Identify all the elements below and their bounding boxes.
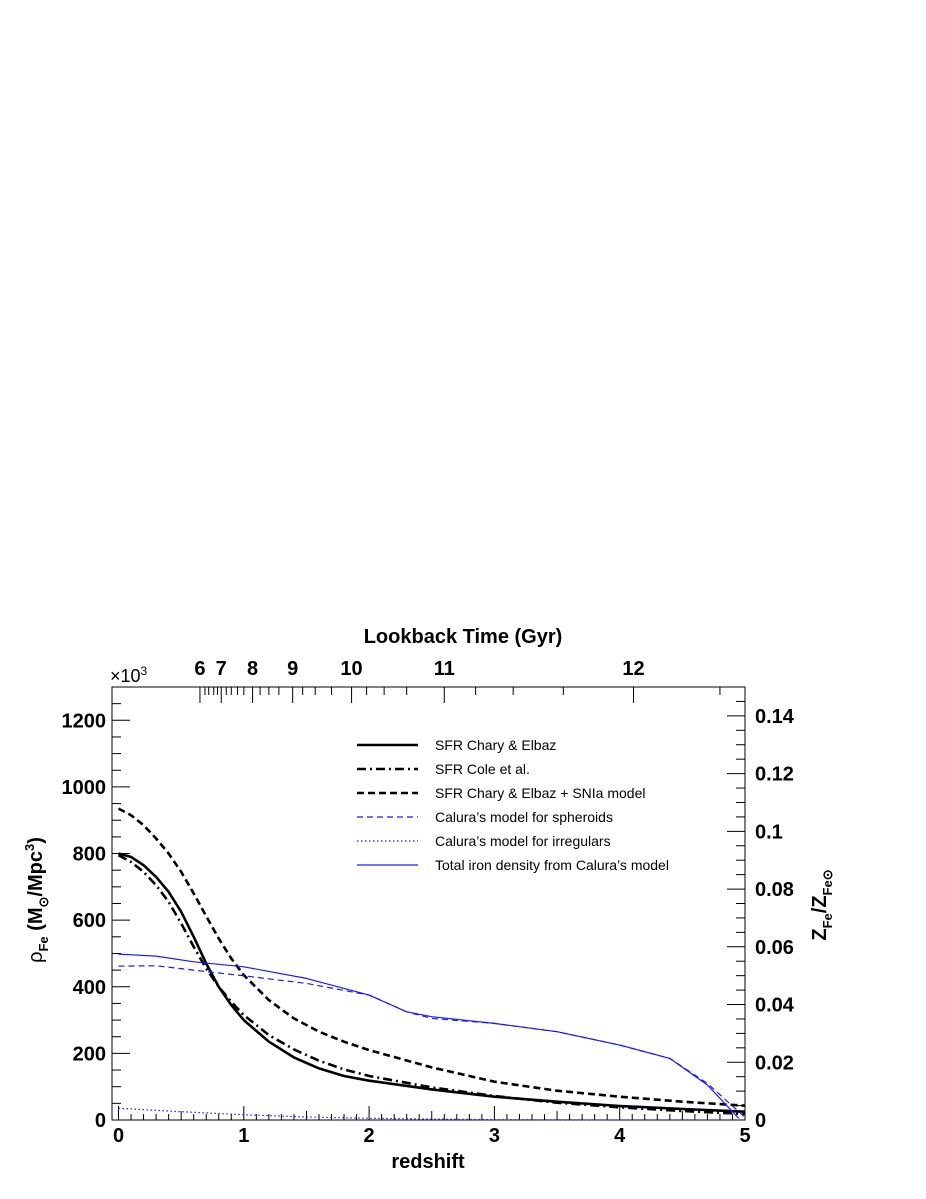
axis-tick-labels: [62, 658, 795, 1147]
multiplier-exponent: 3: [140, 664, 148, 678]
y-tick-label: 1200: [61, 710, 106, 733]
z-subscript: Fe: [820, 913, 835, 929]
multiplier-base: ×10: [110, 666, 141, 686]
x-tick-label: 0: [112, 1125, 125, 1147]
z-symbol: Z: [809, 928, 831, 941]
right-y-tick-label: 0.02: [755, 1052, 794, 1075]
series-line-2: [119, 809, 746, 1106]
y-tick-label: 0: [94, 1110, 106, 1132]
left-axis-title: [22, 837, 51, 963]
x-tick-label: 4: [614, 1125, 626, 1147]
x-tick-label: 2: [363, 1125, 375, 1147]
legend-label-5: Total iron density from Calura’s model: [435, 857, 669, 873]
series-line-3: [119, 966, 746, 1118]
plot-frame: [112, 687, 745, 1120]
top-tick-label: 9: [287, 658, 299, 680]
legend: [357, 737, 669, 873]
y-tick-label: 1000: [61, 776, 106, 799]
axis-ticks: [112, 687, 745, 1120]
x-tick-label: 1: [238, 1125, 250, 1147]
top-tick-label: 7: [215, 658, 227, 680]
paren-open: (M: [25, 907, 47, 937]
y-tick-label: 400: [72, 976, 106, 999]
x-tick-label: 3: [488, 1125, 500, 1147]
series-line-5: [119, 954, 739, 1118]
top-tick-label: 6: [194, 658, 206, 680]
right-y-tick-label: 0.14: [755, 705, 794, 728]
paren-close: ): [25, 837, 47, 844]
right-y-tick-label: 0: [755, 1110, 767, 1132]
right-y-tick-label: 0.08: [755, 879, 794, 902]
y-tick-label: 200: [72, 1043, 106, 1066]
right-y-tick-label: 0.06: [755, 936, 794, 959]
y-tick-label: 800: [72, 843, 106, 866]
right-y-tick-label: 0.04: [755, 994, 794, 1017]
mpc-superscript: 3: [22, 843, 37, 851]
top-tick-label: 10: [340, 658, 363, 680]
top-tick-label: 8: [247, 658, 259, 680]
rho-subscript: Fe: [36, 936, 51, 952]
x-axis-title: redshift: [391, 1151, 465, 1173]
left-axis-multiplier: [110, 664, 148, 686]
legend-label-3: Calura’s model for spheroids: [435, 809, 613, 825]
z-slash: /Z: [809, 895, 831, 914]
y-tick-label: 600: [72, 910, 106, 933]
right-y-tick-label: 0.1: [755, 821, 783, 844]
series-line-0: [119, 854, 746, 1112]
right-y-tick-label: 0.12: [755, 763, 794, 786]
legend-label-2: SFR Chary & Elbaz + SNIa model: [435, 785, 646, 801]
top-tick-label: 12: [622, 658, 645, 680]
legend-label-4: Calura’s model for irregulars: [435, 833, 611, 849]
sun-subscript: ⊙: [36, 896, 51, 908]
x-tick-label: 5: [739, 1125, 751, 1147]
series-line-1: [119, 855, 746, 1114]
mpc-text: /Mpc: [25, 850, 47, 897]
top-tick-label: 11: [433, 658, 455, 680]
rho-symbol: ρ: [25, 951, 47, 963]
legend-label-1: SFR Cole et al.: [435, 761, 530, 777]
series-layer: [119, 809, 746, 1120]
top-axis-title: Lookback Time (Gyr): [363, 626, 563, 648]
legend-label-0: SFR Chary & Elbaz: [435, 737, 557, 753]
z-sun-subscript: Fe⊙: [820, 869, 835, 896]
right-axis-title: [809, 869, 835, 940]
